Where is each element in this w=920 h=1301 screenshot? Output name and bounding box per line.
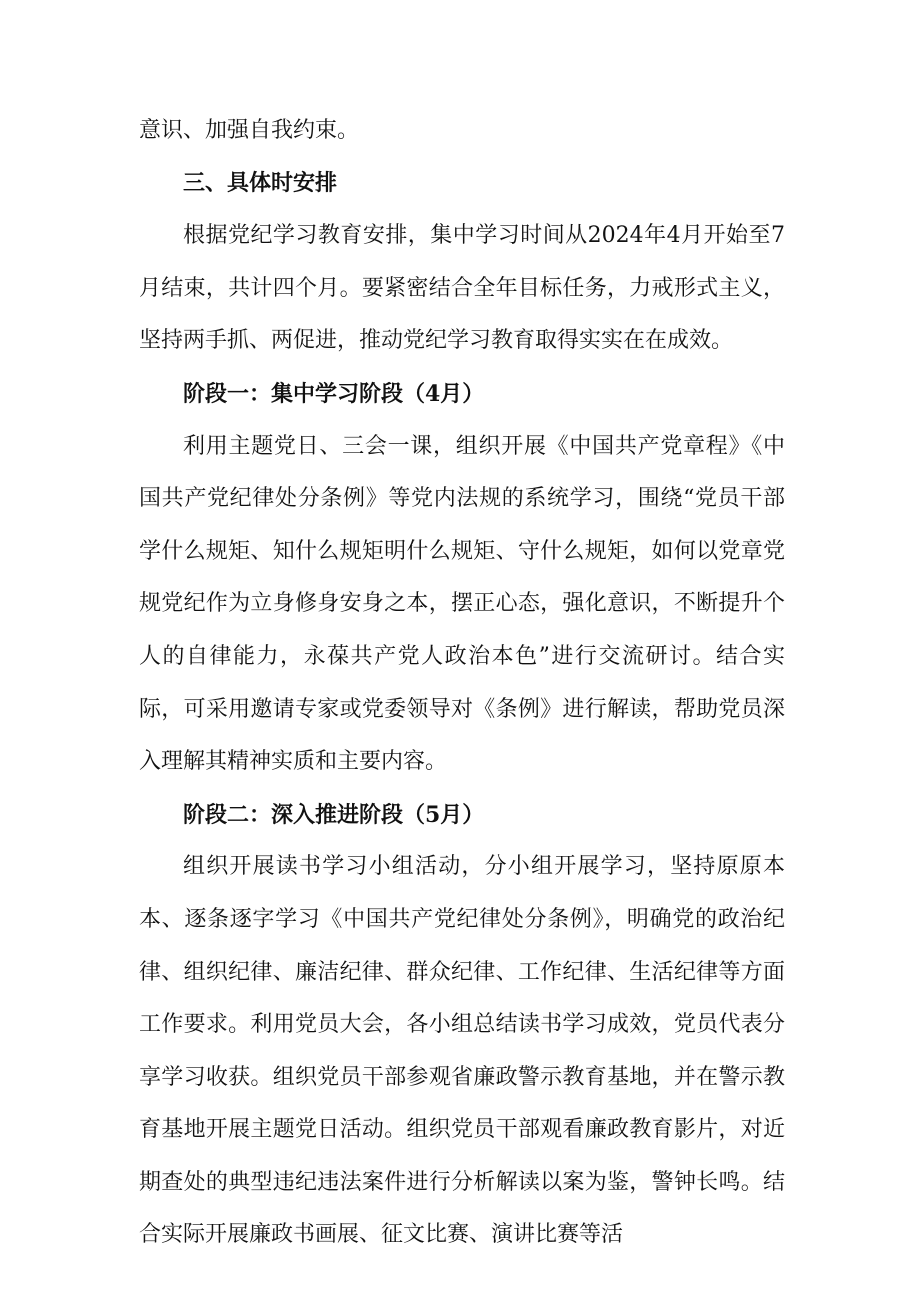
stage-one-heading: 阶段一：集中学习阶段（4月）	[183, 380, 485, 407]
paragraph-schedule: 根据党纪学习教育安排，集中学习时间从2024年4月开始至7月结束，共计四个月。要紧密结合全年目标任务，力戒形式主义，坚持两手抓、两促进，推动党纪学习教育取得实实在在成效。	[139, 223, 785, 354]
stage-two-heading: 阶段二：深入推进阶段（5月）	[183, 801, 485, 828]
document-body	[139, 105, 785, 1262]
paragraph-stage-one: 利用主题党日、三会一课，组织开展《中国共产党章程》《中国共产党纪律处分条例》等党内法规的系统学习，围绕“党员干部学什么规矩、知什么规矩明什么规矩、守什么规矩，如何以党章党规党纪作为立身修身安身之本，摆正心态，强化意识，不断提升个人的自律能力，永葆共产党人政治本色”进行交流研讨。结合实际，可采用邀请专家或党委领导对《条例》进行解读，帮助党员深入理解其精神实质和主要内容。	[139, 433, 785, 775]
paragraph-continuation: 意识、加强自我约束。	[139, 118, 360, 143]
paragraph-stage-two: 组织开展读书学习小组活动，分小组开展学习，坚持原原本本、逐条逐字学习《中国共产党纪律处分条例》，明确党的政治纪律、组织纪律、廉洁纪律、群众纪律、工作纪律、生活纪律等方面工作要求。利用党员大会，各小组总结读书学习成效，党员代表分享学习收获。组织党员干部参观省廉政警示教育基地，并在警示教育基地开展主题党日活动。组织党员干部观看廉政教育影片，对近期查处的典型违纪违法案件进行分析解读以案为鉴，警钟长鸣。结合实际开展廉政书画展、征文比赛、演讲比赛等活	[139, 854, 785, 1248]
section-heading: 三、具体时安排	[183, 170, 338, 196]
